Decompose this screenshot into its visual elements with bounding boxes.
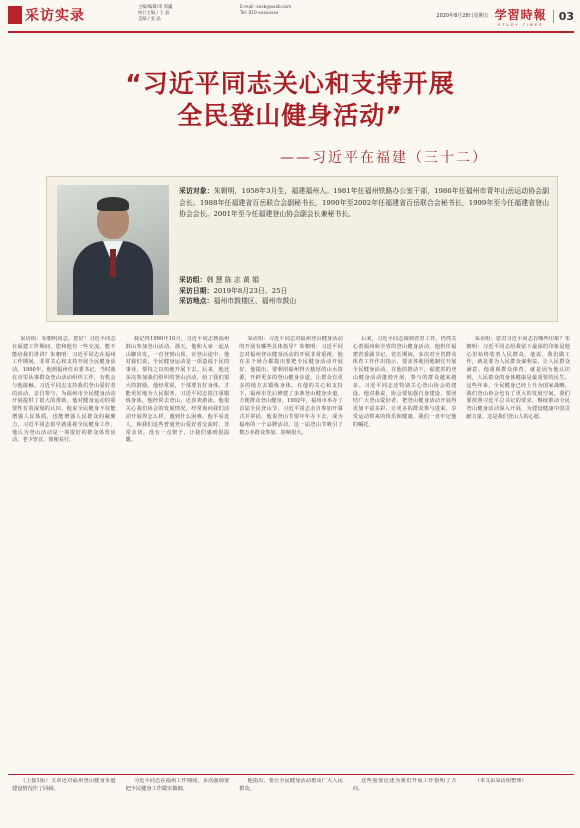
article-column-5: 采访组：您对习近平同志有哪些印象？朱朝明：习近平同志给我留下最深的印象是他心里始终装着人民群众。他说，我们做工作，就是要为人民群众谋利益，让人民群众满意。他重视群众体育，就是因为他认识到，人民群众的身体健康是最重要的民生。这些年来，全民健身已经上升为国家战略，我们登山协会也有了更大的发展空间。我们要按照习近平总书记的要求，继续推动全民登山健身活动深入开展，为建设健康中国贡献力量。这是我们登山人的心愿。 [466,336,570,420]
paper-name: 学習時報 [494,8,547,22]
article-column-3: 采访组：习近平同志对福州登山健身活动的开展有哪些具体指导？朱朝明：习近平同志对福州登山健身活动的开展非常重视，他在多个场合都提出要把全民健身活动开展好。他提出，要利用福州得天独厚的山水资源，开辟更多的登山健身步道，让群众有更多的地方去锻炼身体。在他的关心和支持下，福州市先后修建了多条登山健身步道，方便群众登山健身。1992年，福州市举办了首届全民登山节，习近平同志亲自参加开幕式并讲话，他说登山节要年年办下去，成为福州的一个品牌活动。这一届登山节吸引了数万名群众参加，影响很大。 [239,336,343,436]
paper-name-en: STUDY TIMES [498,23,544,27]
credit-line: 美编 / 张 晶 [138,17,161,22]
article-column-4: 后来，习近平同志调到省里工作，仍然关心着福州和全省的登山健身活动。他担任福建省委副书记、省长期间，多次对全省群众体育工作作出指示，要求各地因地制宜开展全民健身活动。在他的推动下，福建省的登山健身活动蓬勃开展，参与的群众越来越多。习近平同志还特别关心登山协会的建设。他对我说，协会要加强自身建设，要团结广大登山爱好者，把登山健身活动开展得更加丰富多彩，让更多的群众参与进来，享受运动带来的快乐和健康。我们一直牢记他的嘱托。 [352,336,457,428]
headline [0,68,580,132]
credit-line: 执行主编 / 王 晶 [138,11,170,16]
interview-meta: 采访组：韩 慧 陈 志 黄 娟 采访日期：2019年8月23日、25日 采访地点：福州市鼓楼区、福州市鼓山 [179,276,297,306]
interviewers: 韩 慧 陈 志 黄 娟 [206,276,259,284]
credit-line: 主编/编辑/审 周巍 [138,5,173,10]
headline-line-1: “习近平同志关心和支持开展 [125,69,455,98]
masthead-right [436,6,574,27]
section-name: 采访实录 [25,8,85,24]
interviewee-bio [179,186,549,221]
contact-credits [240,5,291,17]
editor-credits [138,5,172,23]
interviewee-photo [57,185,169,315]
article-column-1: 采访组：朱朝明同志，您好！习近平同志在福建工作期间，您和他有一些交流，能不能给我们讲讲？朱朝明：习近平同志在福州工作期间，非常关心和支持开展全民健身活动。1990年，他到福州任市委书记。当时我在市里从事群众登山活动组织工作，有机会与他接触。习近平同志支持我们登山爱好者的活动，亲自参与，为福州市全民健身活动开展提供了很大的帮助。他对健身运动的重要性有着深刻的认识，他说全民健身不仅能增强人民体质，也能增强人民群众的凝聚力。习近平同志很早就重视全民健身工作，他认为登山活动是一项很好的群众体育活动，老少皆宜，简便易行。 [12,336,116,444]
interview-date: 2019年8月23日、25日 [213,286,288,295]
article-body [12,336,570,768]
section-badge [8,4,85,26]
footer-column: （上接1版）文章还对福州登山健身步道建设情况作了回顾。 [12,778,116,792]
headline-line-2: 全民登山健身活动” [177,101,403,130]
section-mark-icon [8,6,22,24]
credit-line: Tel: 010-xxxxxxxx [240,11,279,16]
interview-info-box [46,176,558,322]
headline-subtitle: ——习近平在福建（三十二） [280,150,488,166]
bio-text: 朱朝明，1958年3月生，福建福州人。1981年任福州铁路办公室干部，1986年任福州市青年山岳运动协会副会长。1988年任福建省百岳联合会副秘书长，1990年至2002年任福建省百岳联合会秘书长，1999年至今任福建省登山协会会长。2001年至今任福建登山协会副会长兼秘书长。 [179,187,549,219]
footer-column: （本文由采访组整理） [474,778,527,784]
paper-logo [495,6,547,27]
page-number: 03 [553,10,574,23]
bio-label: 采访对象： [179,187,214,195]
article-continuation [12,778,570,824]
article-column-2: 我记得1990年10月，习近平同志到福州鼓山参加登山活动。那天，他和大家一起从山脚出发，一直登到山顶。在登山途中，他对我们说，全民健身运动是一项造福于民的事业，要持之以恒地开展下去。后来，他还多次参加我们组织的登山活动，给了我们很大的鼓励。他经常说，干部要有好身体，才能更好地为人民服务。习近平同志很注重锻炼身体，他经常去登山，还喜欢游泳。他很关心我们协会的发展情况，经常询问我们活动开展得怎么样，遇到什么困难。他平易近人，和我们这些普通登山爱好者交流时，非常亲切，没有一点架子，让我们感到很温暖。 [125,336,230,444]
footer-column: 他指出，要让全民健身活动惠及广大人民群众。 [239,778,343,792]
interview-place: 福州市鼓楼区、福州市鼓山 [213,297,297,306]
credit-line: E-mail: xxsb@xxsb.com [240,5,292,10]
footer-column: 习近平同志在福州工作期间，多次强调要把全民健身工作做实做细。 [125,778,230,792]
footer-column: 这些重要论述为我们开展工作指明了方向。 [352,778,457,792]
issue-date: 2020年8月28日星期五 [436,13,489,19]
footer-divider [8,774,574,775]
masthead-divider [8,31,574,33]
masthead [0,0,580,30]
